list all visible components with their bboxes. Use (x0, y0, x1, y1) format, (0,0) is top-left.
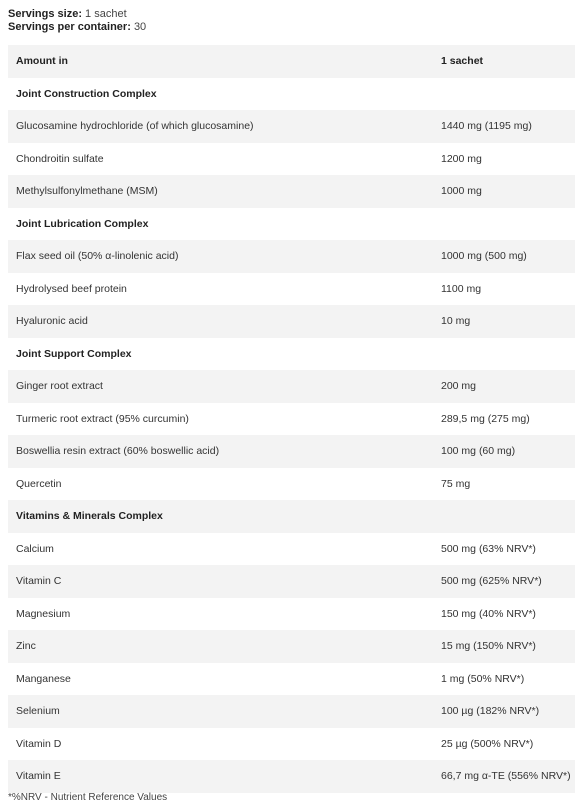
ingredient-name: Vitamin E (8, 760, 433, 793)
table-row (8, 175, 575, 208)
ingredient-name: Vitamin D (16, 737, 62, 750)
servings-per-container-label: Servings per container: (8, 21, 131, 33)
table-row (8, 110, 575, 143)
ingredient-amount: 10 mg (433, 305, 575, 338)
section-title-row (8, 208, 575, 241)
ingredient-name: Flax seed oil (50% α-linolenic acid) (8, 240, 433, 273)
table-row (8, 403, 575, 436)
ingredient-amount: 1200 mg (441, 152, 482, 165)
table-row (8, 695, 575, 728)
serving-info (0, 0, 575, 34)
ingredient-amount: 1 mg (50% NRV*) (441, 672, 525, 685)
section-title: Joint Support Complex (16, 347, 132, 360)
ingredient-amount: 1440 mg (1195 mg) (433, 110, 575, 143)
ingredient-amount: 1100 mg (441, 282, 482, 295)
ingredient-name: Chondroitin sulfate (16, 152, 104, 165)
ingredient-name: Quercetin (16, 477, 62, 490)
serving-size (8, 8, 575, 21)
section-title-row (8, 78, 575, 111)
ingredient-amount: 75 mg (441, 477, 471, 490)
table-row (8, 240, 575, 273)
table-row (8, 663, 575, 696)
table-row (8, 728, 575, 761)
section-title-empty (433, 500, 575, 533)
ingredient-name: Glucosamine hydrochloride (of which glucosamine) (8, 110, 433, 143)
section-title: Joint Construction Complex (16, 87, 157, 100)
header-amount: 1 sachet (433, 45, 575, 78)
ingredient-name: Hyaluronic acid (8, 305, 433, 338)
ingredient-amount: 66,7 mg α-TE (556% NRV*) (433, 760, 575, 793)
ingredient-name: Ginger root extract (8, 370, 433, 403)
ingredient-amount: 500 mg (63% NRV*) (441, 542, 536, 555)
footnote: *%NRV - Nutrient Reference Values (8, 792, 168, 803)
ingredient-name: Zinc (8, 630, 433, 663)
section-title-row (8, 338, 575, 371)
serving-size-label: Servings size: (8, 8, 82, 20)
servings-per-container-value: 30 (133, 21, 147, 33)
section-title-empty (433, 338, 575, 371)
serving-size-value: 1 sachet (85, 8, 127, 20)
ingredient-amount: 500 mg (625% NRV*) (433, 565, 575, 598)
ingredient-amount: 150 mg (40% NRV*) (441, 607, 536, 620)
table-row (8, 598, 575, 631)
ingredient-name: Magnesium (16, 607, 71, 620)
ingredient-amount: 25 µg (500% NRV*) (441, 737, 534, 750)
ingredient-amount: 200 mg (433, 370, 575, 403)
table-row (8, 273, 575, 306)
ingredient-name: Manganese (16, 672, 71, 685)
ingredient-amount: 1000 mg (433, 175, 575, 208)
ingredient-name: Vitamin C (8, 565, 433, 598)
section-title-empty (433, 208, 575, 241)
table-row (8, 533, 575, 566)
section-title-empty (433, 78, 575, 111)
nutrition-table-body (8, 45, 575, 793)
table-row (8, 370, 575, 403)
servings-per-container (8, 21, 575, 34)
ingredient-amount: 100 mg (60 mg) (433, 435, 575, 468)
ingredient-amount: 289,5 mg (275 mg) (441, 412, 530, 425)
ingredient-name: Methylsulfonylmethane (MSM) (8, 175, 433, 208)
nutrition-table (8, 45, 575, 793)
ingredient-name: Calcium (16, 542, 54, 555)
table-row (8, 143, 575, 176)
header-name: Amount in (8, 45, 433, 78)
table-row (8, 760, 575, 793)
section-title: Joint Lubrication Complex (16, 217, 149, 230)
ingredient-amount: 1000 mg (500 mg) (433, 240, 575, 273)
ingredient-name: Selenium (8, 695, 433, 728)
ingredient-name: Boswellia resin extract (60% boswellic acid) (8, 435, 433, 468)
table-row (8, 565, 575, 598)
section-title-row (8, 500, 575, 533)
ingredient-amount: 100 µg (182% NRV*) (433, 695, 575, 728)
ingredient-name: Turmeric root extract (95% curcumin) (16, 412, 189, 425)
table-row (8, 630, 575, 663)
table-header-row (8, 45, 575, 78)
ingredient-name: Hydrolysed beef protein (16, 282, 127, 295)
table-row (8, 305, 575, 338)
table-row (8, 435, 575, 468)
table-row (8, 468, 575, 501)
section-title: Vitamins & Minerals Complex (8, 500, 433, 533)
ingredient-amount: 15 mg (150% NRV*) (433, 630, 575, 663)
